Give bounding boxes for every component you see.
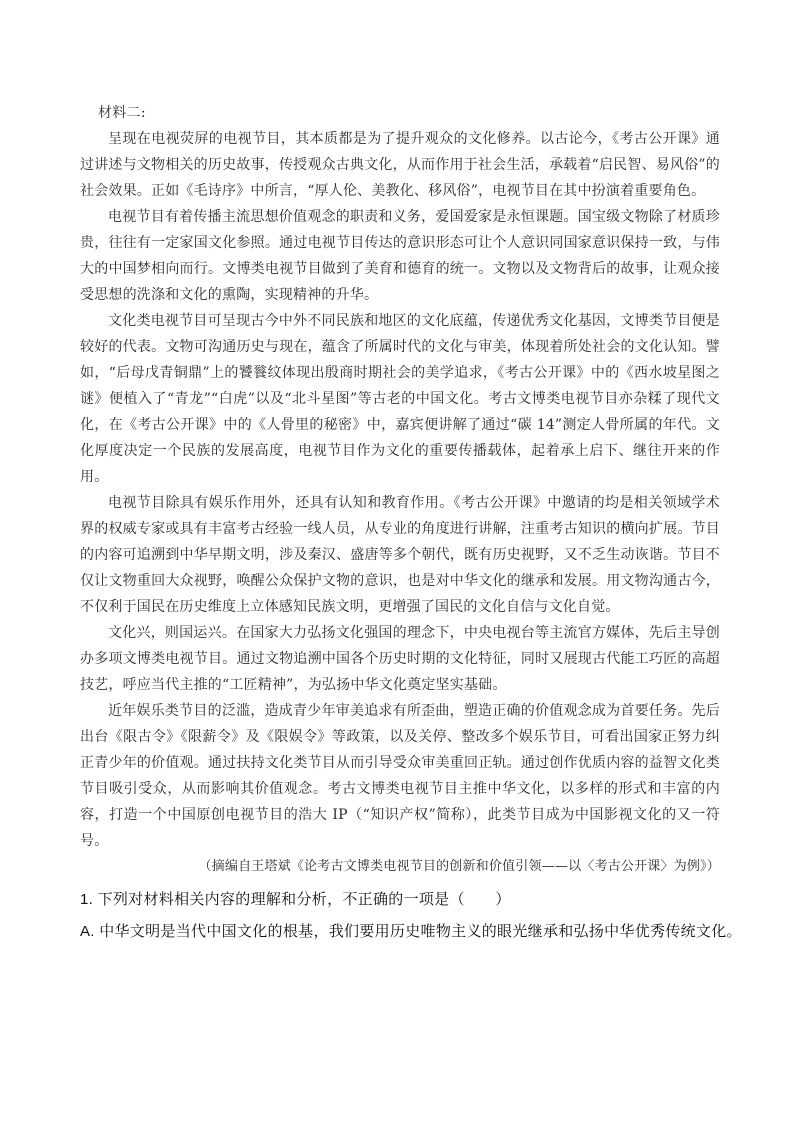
paragraph: 近年娱乐类节目的泛滥，造成青少年审美追求有所歪曲，塑造正确的价值观念成为首要任务。先后出台《限古令》《限薪令》及《限娱令》等政策，以及关停、整改多个娱乐节目，可看出国家正努力纠正青少年的价值观。通过扶持文化类节目从而引导受众审美重回正轨。通过创作优质内容的益智文化类节目吸引受众，从而影响其价值观念。考古文博类电视节目主推中华文化，以多样的形式和丰富的内容，打造一个中国原创电视节目的浩大 IP（“知识产权”简称），此类节目成为中国影视文化的又一符号。 — [80, 703, 720, 849]
document-body — [80, 100, 742, 946]
paragraph: 电视节目除具有娱乐作用外，还具有认知和教育作用。《考古公开课》中邀请的均是相关领域学术界的权威专家或具有丰富考古经验一线人员，从专业的角度进行讲解，注重考古知识的横向扩展。节目的内容可追溯到中华早期文明，涉及秦汉、盛唐等多个朝代，既有历史视野，又不乏生动诙谐。节目不仅让文物重回大众视野，唤醒公众保护文物的意识，也是对中华文化的继承和发展。用文物沟通古今，不仅利于国民在历史维度上立体感知民族文明，更增强了国民的文化自信与文化自觉。 — [80, 495, 720, 615]
paragraph: 呈现在电视荧屏的电视节目，其本质都是为了提升观众的文化修养。以古论今，《考古公开课》通过讲述与文物相关的历史故事，传授观众古典文化，从而作用于社会生活，承载着“启民智、易风俗”的社会效果。正如《毛诗序》中所言，“厚人伦、美教化、移风俗”，电视节目在其中扮演着重要角色。 — [80, 131, 720, 199]
question-stem: 1. 下列对材料相关内容的理解和分析，不正确的一项是（ ） — [80, 891, 511, 908]
paragraph: 文化类电视节目可呈现古今中外不同民族和地区的文化底蕴，传递优秀文化基因，文博类节目便是较好的代表。文物可沟通历史与现在，蕴含了所属时代的文化与审美，体现着所处社会的文化认知。譬如，“后母戊青铜鼎”上的饕餮纹体现出殷商时期社会的美学追求，《考古公开课》中的《西水坡星图之谜》便植入了“青龙”“白虎”以及“北斗星图”等古老的中国文化。考古文博类电视节目亦杂糅了现代文化，在《考古公开课》中的《人骨里的秘密》中，嘉宾便讲解了通过“碳 14”测定人骨所属的年代。文化厚度决定一个民族的发展高度，电视节目作为文化的重要传播载体，起着承上启下、继往开来的作用。 — [80, 313, 720, 485]
material-heading: 材料二: — [98, 105, 146, 121]
source-citation: （摘编自王塔斌《论考古文博类电视节目的创新和价值引领——以〈考古公开课〉为例》） — [198, 859, 720, 874]
paragraph: 文化兴，则国运兴。在国家大力弘扬文化强国的理念下，中央电视台等主流官方媒体，先后主导创办多项文博类电视节目。通过文物追溯中国各个历史时期的文化特征，同时又展现古代能工巧匠的高超技艺，呼应当代主推的“工匠精神”，为弘扬中华文化奠定坚实基础。 — [80, 625, 720, 693]
answer-option-a: A. 中华文明是当代中国文化的根基，我们要用历史唯物主义的眼光继承和弘扬中华优秀传统文化。 — [80, 923, 742, 940]
paragraph: 电视节目有着传播主流思想价值观念的职责和义务，爱国爱家是永恒课题。国宝级文物除了材质珍贵，往往有一定家国文化参照。通过电视节目传达的意识形态可让个人意识同国家意识保持一致，与伟大的中国梦相向而行。文博类电视节目做到了美育和德育的统一。文物以及文物背后的故事，让观众接受思想的洗涤和文化的熏陶，实现精神的升华。 — [80, 209, 720, 303]
